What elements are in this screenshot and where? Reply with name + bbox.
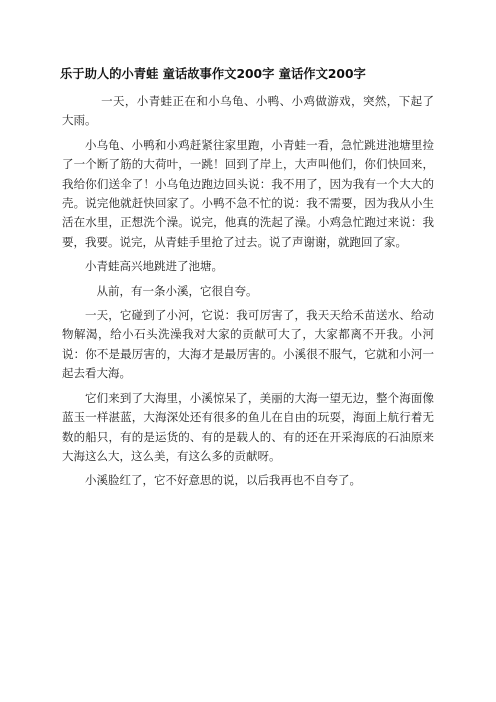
document-body [62, 92, 434, 496]
document-title: 乐于助人的小青蛙 童话故事作文200字 童话作文200字 [60, 67, 366, 81]
paragraph: 小青蛙高兴地跳进了池塘。 [85, 259, 223, 274]
paragraph: 一天，它碰到了小河，它说：我可厉害了，我天天给禾苗送水、给动物解渴，给小石头洗澡我对大家的贡献可大了，大家都离不开我。小河说：你不是最厉害的，大海才是最厉害的。小溪很不服气，它就和小河一起去看大海。 [62, 308, 434, 381]
paragraph: 从前，有一条小溪，它很自夸。 [96, 283, 258, 298]
paragraph: 它们来到了大海里，小溪惊呆了，美丽的大海一望无边，整个海面像蓝玉一样湛蓝，大海深处还有很多的鱼儿在自由的玩耍，海面上航行着无数的船只，有的是运货的、有的是载人的、有的还在开采海底的石油原来大海这么大，这么美，有这么多的贡献呀。 [62, 390, 434, 463]
paragraph: 小乌龟、小鸭和小鸡赶紧往家里跑，小青蛙一看，急忙跳进池塘里捡了一个断了筋的大荷叶，一跳！回到了岸上，大声叫他们，你们快回来，我给你们送伞了！小乌龟边跑边回头说：我不用了，因为我有一个大大的壳。说完他就赶快回家了。小鸭不急不忙的说：我不需要，因为我从小生活在水里，正想洗个澡。说完，他真的洗起了澡。小鸡急忙跑过来说：我要，我要。说完，从青蛙手里抢了过去。说了声谢谢，就跑回了家。 [62, 137, 434, 249]
paragraph: 一天，小青蛙正在和小乌龟、小鸭、小鸡做游戏，突然，下起了大雨。 [62, 94, 434, 128]
paragraph: 小溪脸红了，它不好意思的说，以后我再也不自夸了。 [85, 473, 361, 488]
